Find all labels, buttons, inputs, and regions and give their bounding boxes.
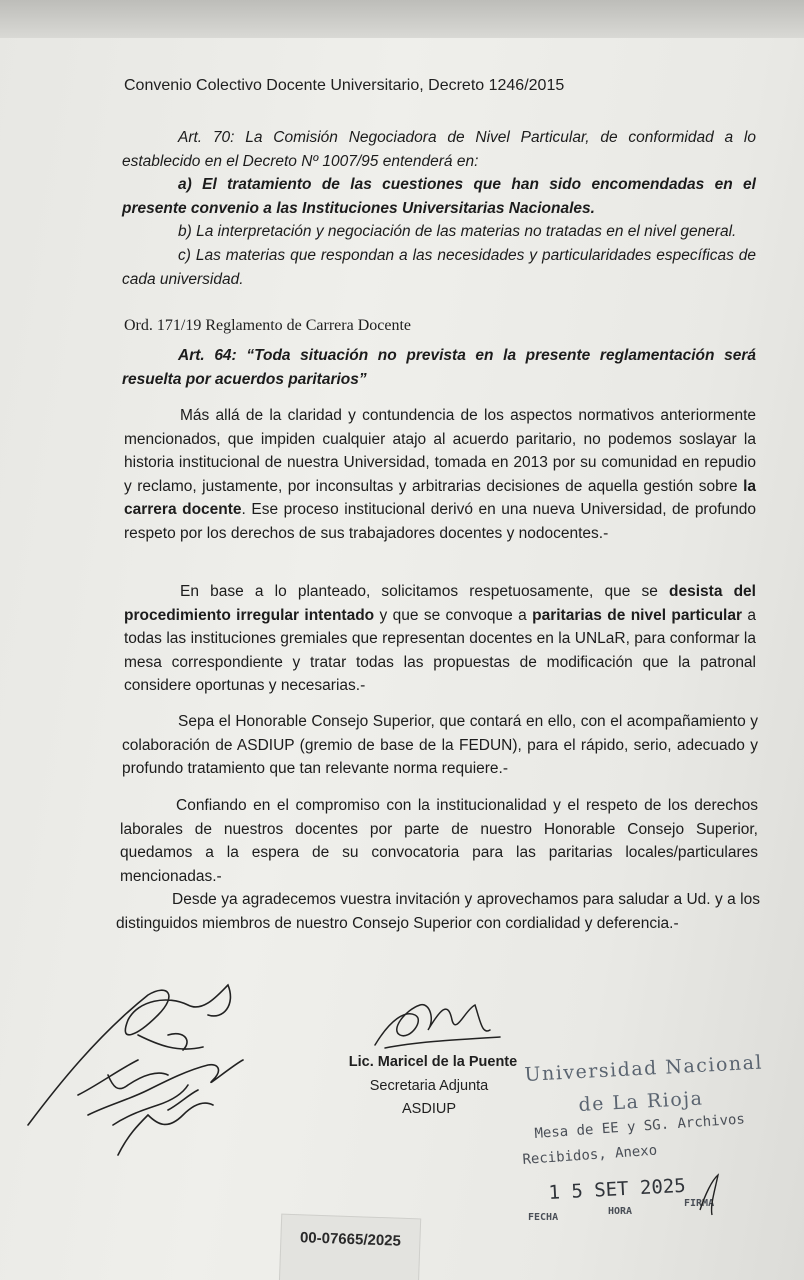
signatory-role: Secretaria Adjunta <box>369 1078 489 1094</box>
stamp-fecha-label: FECHA <box>528 1212 559 1223</box>
paragraph-2 <box>124 580 756 698</box>
stamp-office: Mesa de EE y SG. Archivos <box>534 1111 746 1142</box>
p4-text: Confiando en el compromiso con la institucionalidad y el respeto de los derechos laborales de nuestros docentes por parte de nuestro Honorable Consejo Superior, quedamos a la espera de su convocatoria para las paritarias locales/particulares mencionadas.- <box>120 797 758 885</box>
art70-section <box>122 126 756 291</box>
file-number-label <box>279 1214 421 1280</box>
p1-text-c: . Ese proceso institucional derivó en una nueva Universidad, de profundo respeto por los derechos de sus trabajadores docentes y nodocentes.- <box>124 501 757 542</box>
stamp-received: Recibidos, Anexo <box>522 1142 658 1168</box>
p2-bold-1: desista del procedimiento irregular intentado <box>124 583 756 624</box>
p2-text-a: En base a lo planteado, solicitamos respetuosamente, que se <box>180 583 670 600</box>
stamp-province: de La Rioja <box>578 1087 704 1116</box>
art70-intro: Art. 70: La Comisión Negociadora de Nivel Particular, de conformidad a lo establecido en el Decreto Nº 1007/95 entenderá en: <box>122 129 756 170</box>
p1-text-a: Más allá de la claridad y contundencia de los aspectos normativos anteriormente mencionados, que impiden cualquier atajo al acuerdo paritario, no podemos soslayar la historia institucional de nuestra Universidad, tomada en 2013 por su comunidad en repudio y reclamo, justamente, por inconsultas y arbitrarias decisiones de aquella gestión sobre <box>124 407 756 495</box>
p1-bold: la carrera docente <box>124 477 756 519</box>
ord-title: Ord. 171/19 Reglamento de Carrera Docente <box>124 317 412 334</box>
stamp-university: Universidad Nacional <box>524 1051 764 1086</box>
handwritten-signature-left <box>18 975 258 1170</box>
p2-bold-2: paritarias de nivel particular <box>532 606 743 624</box>
art70-item-a: a) El tratamiento de las cuestiones que han sido encomendadas en el presente convenio a las Instituciones Universitarias Nacionales. <box>122 176 756 217</box>
p2-text-c: y que se convoque a <box>374 606 533 624</box>
stamp-hora-label: HORA <box>608 1206 633 1217</box>
p5-text: Desde ya agradecemos vuestra invitación y aprovechamos para saludar a Ud. y a los distinguidos miembros de nuestro Consejo Superior con cordialidad y deferencia.- <box>116 891 760 932</box>
signatory-name: Lic. Maricel de la Puente <box>348 1054 518 1070</box>
handwritten-signature-right <box>370 990 510 1060</box>
signatory-org: ASDIUP <box>402 1101 456 1117</box>
paragraph-1 <box>124 404 756 546</box>
file-number: 00-07665/2025 <box>299 1229 402 1250</box>
paragraph-4 <box>120 794 758 888</box>
stamp-firma-label: FIRMA <box>684 1198 715 1209</box>
stamp-initial-scribble <box>690 1170 730 1220</box>
paragraph-3 <box>122 710 758 781</box>
paragraph-5 <box>116 888 760 935</box>
art70-item-c: c) Las materias que respondan a las necesidades y particularidades específicas de cada universidad. <box>122 246 756 288</box>
art64-text: Art. 64: “Toda situación no prevista en la presente reglamentación será resuelta por acuerdos paritarios” <box>122 347 756 388</box>
stamp-date: 1 5 SET 2025 <box>548 1174 687 1204</box>
page-top-shadow <box>0 0 804 38</box>
art70-item-b: b) La interpretación y negociación de las materias no tratadas en el nivel general. <box>178 223 737 241</box>
art64 <box>122 344 756 391</box>
p3-text: Sepa el Honorable Consejo Superior, que contará en ello, con el acompañamiento y colaboración de ASDIUP (gremio de base de la FEDUN), para el rápido, serio, adecuado y profundo tratamiento que tan relevante norma requiere.- <box>122 713 758 778</box>
document-title: Convenio Colectivo Docente Universitario, Decreto 1246/2015 <box>124 77 565 94</box>
p2-text-e: a todas las instituciones gremiales que representan docentes en la UNLaR, para conformar la mesa correspondiente y tratar todas las propuestas de modificación que la patronal considere oportunas y necesarias.- <box>124 606 756 695</box>
